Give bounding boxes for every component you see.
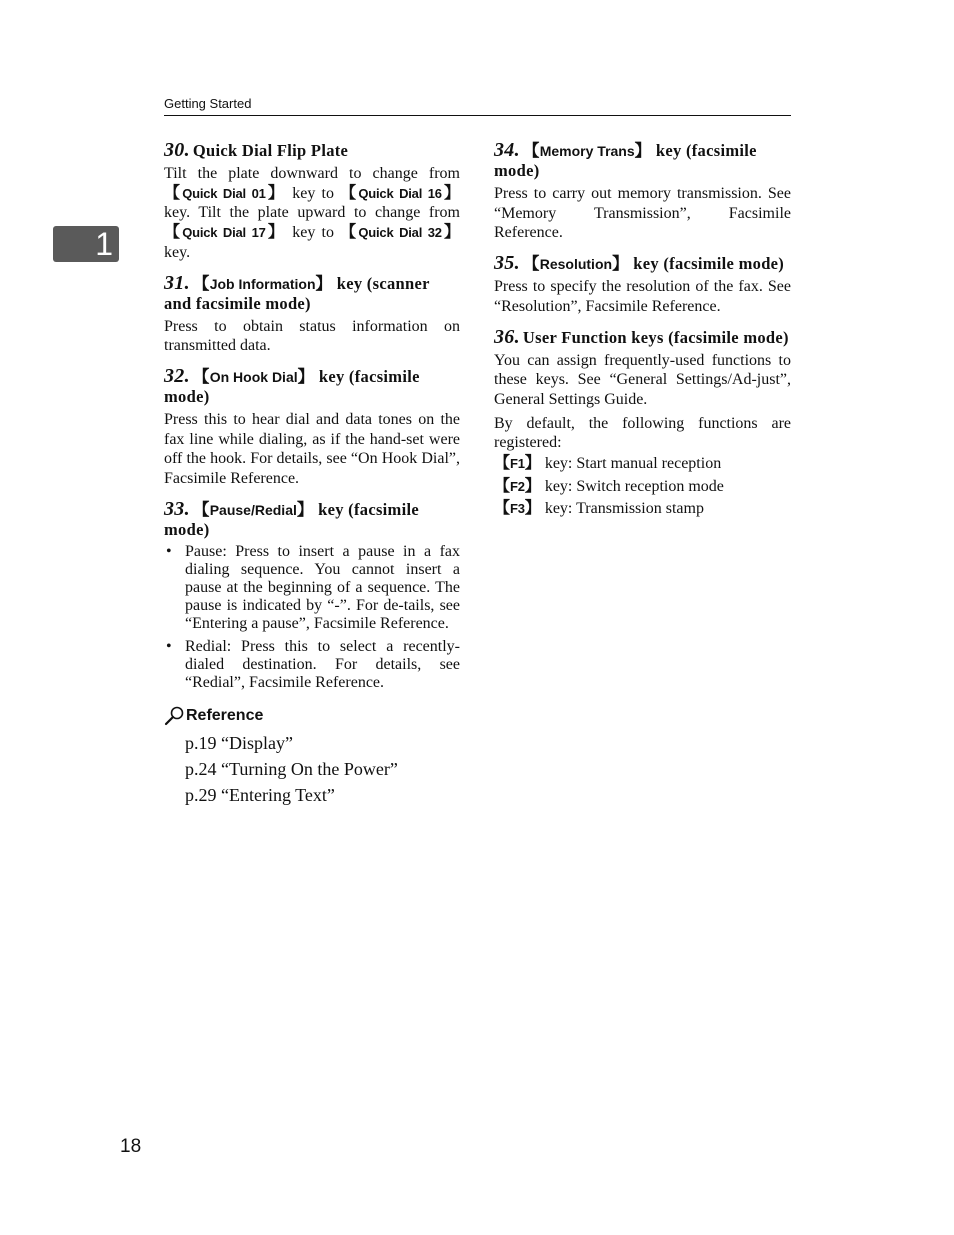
reference-link[interactable]: p.29 “Entering Text” bbox=[185, 784, 335, 805]
bullet-list bbox=[164, 543, 460, 692]
item-body: Press to carry out memory transmission. See “Memory Transmission”, Facsimile Reference. bbox=[494, 185, 791, 242]
item-body: Press to specify the resolution of the fax. See “Resolution”, Facsimile Reference. bbox=[494, 278, 791, 315]
item-title: key (scanner and facsimile mode) bbox=[164, 273, 430, 313]
item-number: 36. bbox=[494, 325, 520, 348]
reference-block bbox=[164, 706, 460, 808]
item-heading: 34. 【Memory Trans】 key (facsimile mode) bbox=[494, 139, 757, 180]
item-36 bbox=[494, 327, 791, 521]
function-key-line: 【F2】 key: Switch reception mode bbox=[494, 477, 724, 495]
item-number: 34. bbox=[494, 139, 520, 161]
item-number: 32. bbox=[164, 364, 190, 387]
item-title: key (facsimile mode) bbox=[494, 141, 757, 180]
item-34 bbox=[494, 140, 791, 243]
item-33 bbox=[164, 499, 460, 692]
key-name: Quick Dial 32 bbox=[358, 225, 442, 241]
magnifier-icon bbox=[164, 706, 186, 726]
right-column bbox=[494, 140, 791, 531]
item-35 bbox=[494, 253, 791, 316]
item-31 bbox=[164, 273, 460, 356]
item-number: 35. bbox=[494, 252, 520, 275]
item-title: key (facsimile mode) bbox=[164, 499, 419, 539]
item-32 bbox=[164, 366, 460, 489]
reference-list bbox=[185, 730, 460, 808]
reference-heading bbox=[164, 706, 460, 726]
item-30 bbox=[164, 140, 460, 263]
item-number: 31. bbox=[164, 271, 190, 294]
key-name: Resolution bbox=[539, 256, 613, 273]
reference-link[interactable]: p.24 “Turning On the Power” bbox=[185, 758, 398, 779]
function-key-line: 【F3】 key: Transmission stamp bbox=[494, 500, 704, 518]
key-name: Pause/Redial bbox=[209, 501, 297, 518]
reference-label: Reference bbox=[186, 706, 264, 724]
list-item: • Pause: Press to insert a pause in a fax dialing sequence. You cannot insert a pause at the beginning of a sequence. The pause is indicated by “-”. For de-tails, see “Entering a pause”, Facsimile Reference. bbox=[166, 542, 460, 632]
item-title: key (facsimile mode) bbox=[164, 366, 420, 406]
key-name: Quick Dial 16 bbox=[358, 185, 442, 201]
left-column bbox=[164, 140, 460, 808]
key-name: F1 bbox=[510, 456, 525, 472]
item-number: 33. bbox=[164, 497, 190, 520]
item-body: You can assign frequently-used functions to these keys. See “General Settings/Ad-just”, General Settings Guide. bbox=[494, 351, 791, 408]
function-key-line: 【F1】 key: Start manual reception bbox=[494, 455, 722, 473]
item-body: Press this to hear dial and data tones on the fax line while dialing, as if the hand-set were off the hook. For details, see “On Hook Dial”, Facsimile Reference. bbox=[164, 410, 460, 488]
key-name: Job Information bbox=[209, 275, 316, 292]
page-number: 18 bbox=[120, 1136, 142, 1157]
header-rule bbox=[164, 115, 791, 116]
key-name: F2 bbox=[510, 478, 525, 494]
key-name: Quick Dial 01 bbox=[182, 185, 266, 201]
item-heading bbox=[164, 140, 460, 161]
item-heading: 32. 【On Hook Dial】 key (facsimile mode) bbox=[164, 364, 420, 406]
item-heading: 31. 【Job Information】 key (scanner and facsimile mode) bbox=[164, 271, 430, 313]
item-title: Quick Dial Flip Plate bbox=[192, 141, 349, 160]
item-body: Tilt the plate downward to change from 【Quick Dial 01】 key to 【Quick Dial 16】 key. Tilt the plate upward to change from 【Quick Dial 17】 key to 【Quick Dial 32】 key. bbox=[164, 165, 460, 261]
running-header: Getting Started bbox=[164, 96, 252, 111]
key-name: Memory Trans bbox=[539, 143, 635, 159]
bullet-icon: • bbox=[166, 637, 172, 655]
key-name: F3 bbox=[510, 501, 525, 517]
item-heading: 33. 【Pause/Redial】 key (facsimile mode) bbox=[164, 497, 419, 539]
item-number: 30. bbox=[164, 139, 190, 161]
key-name: Quick Dial 17 bbox=[182, 225, 266, 241]
bullet-icon: • bbox=[166, 542, 172, 560]
item-heading bbox=[494, 327, 791, 348]
item-body: By default, the following functions are registered: bbox=[494, 414, 791, 452]
item-body: Press to obtain status information on transmitted data. bbox=[164, 317, 460, 355]
item-title: key (facsimile mode) bbox=[628, 254, 785, 274]
item-title: User Function keys (facsimile mode) bbox=[522, 327, 789, 347]
key-name: On Hook Dial bbox=[209, 368, 298, 385]
item-heading: 35. 【Resolution】 key (facsimile mode) bbox=[494, 252, 785, 275]
chapter-tab: 1 bbox=[53, 226, 119, 262]
reference-link[interactable]: p.19 “Display” bbox=[185, 732, 293, 753]
list-item: • Redial: Press this to select a recently-dialed destination. For details, see “Redial”, Facsimile Reference. bbox=[166, 637, 460, 691]
